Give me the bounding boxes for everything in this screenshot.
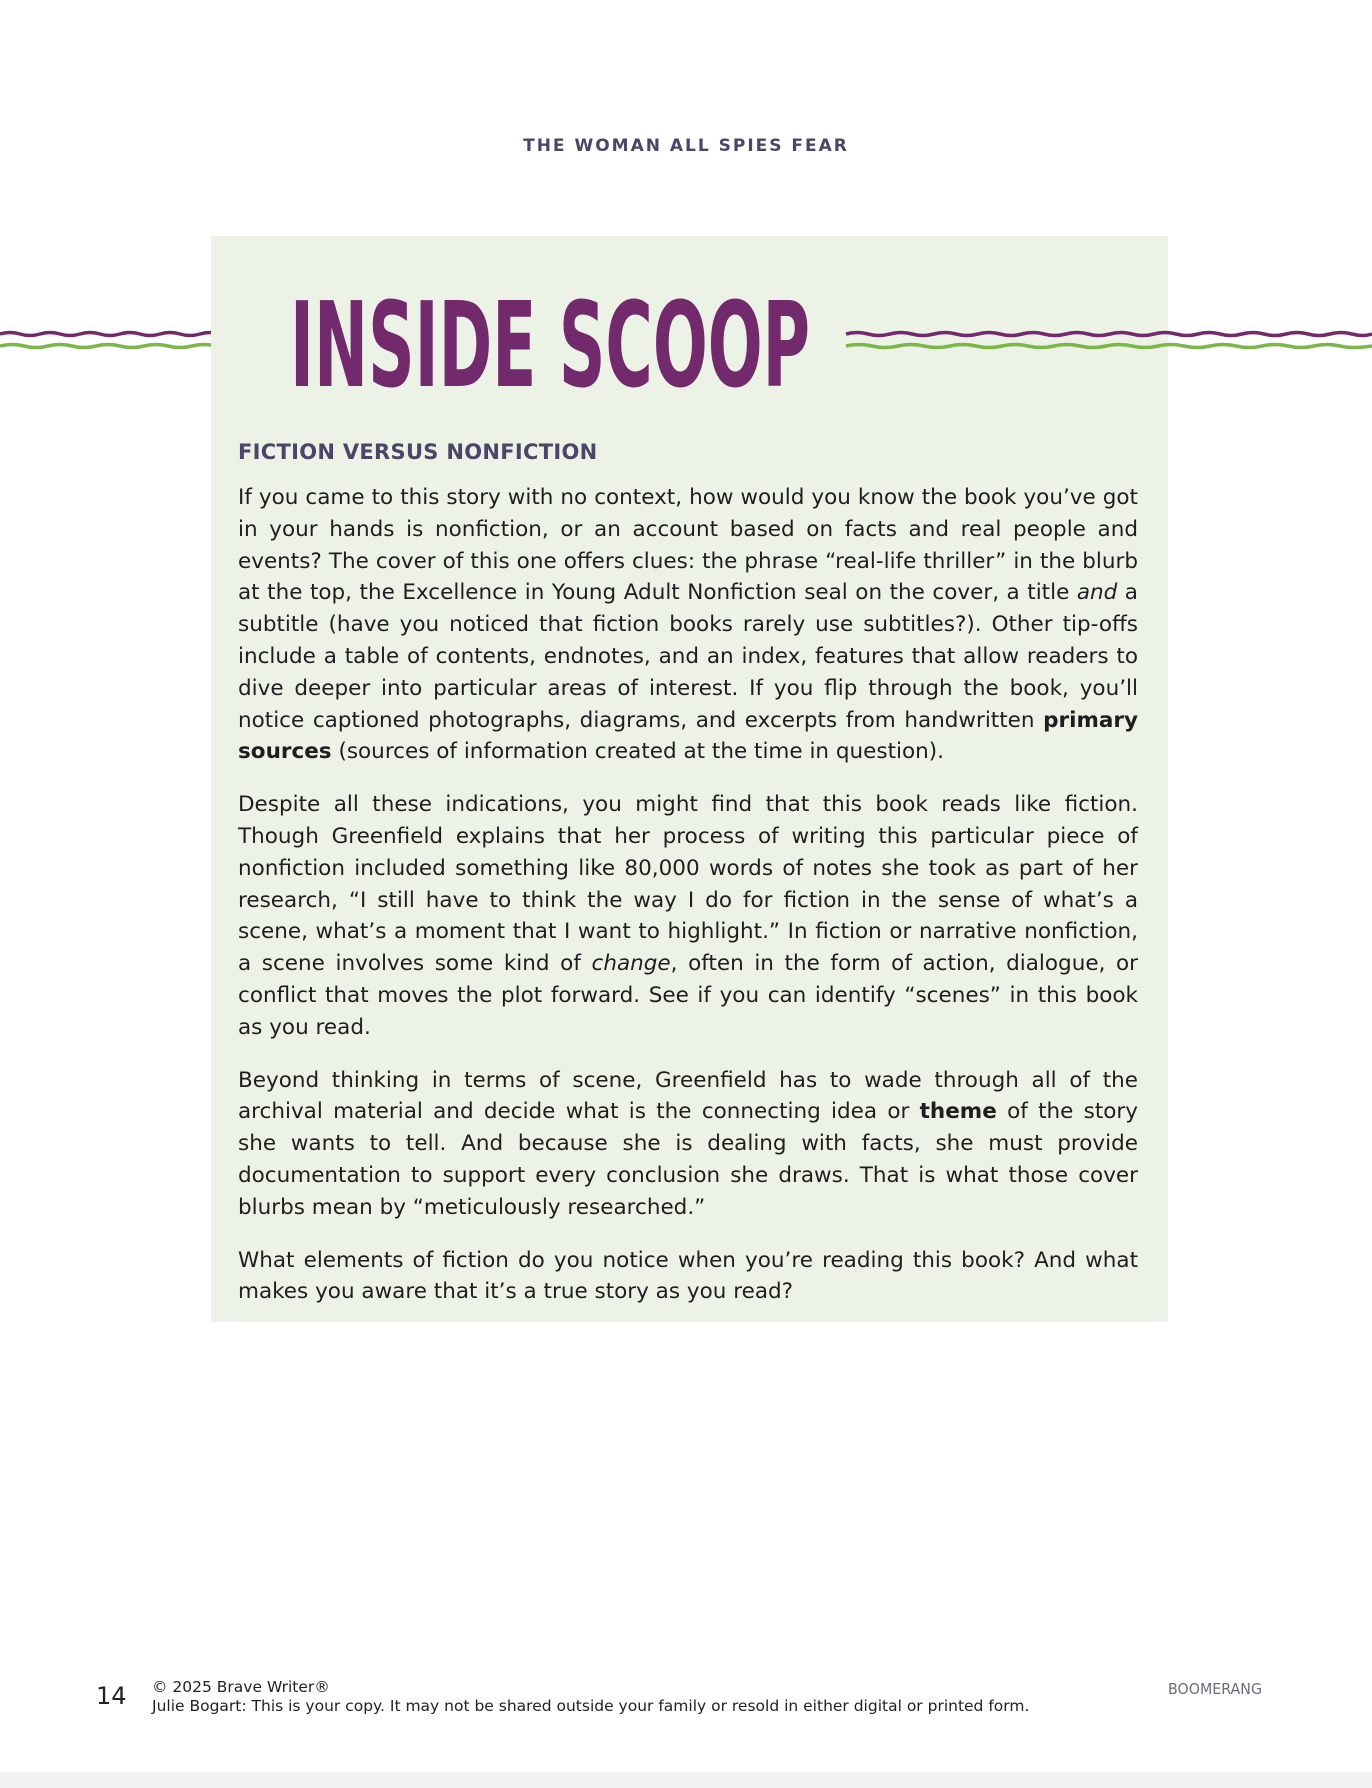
running-title: THE WOMAN ALL SPIES FEAR [523,136,849,156]
italic-text: and [1076,580,1118,606]
body-paragraph [238,482,1138,768]
text-run: Despite all these indications, you might find that this book reads like fiction. Though Greenfield explains that her process of writing this particular piece of nonfiction included something like 80,000 words of notes she took as part of her research, “I still have to think the way I do for fiction in the sense of what’s a scene, what’s a moment that I want to highlight.” In fiction or narrative nonfiction, a scene involves some kind of [238,792,1138,977]
inside-scoop-banner [290,268,830,414]
text-run: of the story she wants to tell. And because she is dealing with facts, she must provide documentation to support every conclusion she draws. That is what those cover blurbs mean by “meticulously researched.” [238,1099,1139,1220]
bold-term: theme [919,1099,997,1125]
right-wavy-rule [846,326,1372,354]
footer-notice [152,1678,1029,1716]
copyright-line: © 2025 Brave Writer® [152,1678,330,1696]
text-run: What elements of fiction do you notice when you’re reading this book? And what makes you aware that it’s a true story as you read? [238,1247,1138,1305]
license-line: Julie Bogart: This is your copy. It may not be shared outside your family or resold in either digital or printed form. [152,1697,1030,1715]
text-run: (sources of information created at the time in question). [331,739,944,765]
page-bottom-strip [0,1772,1372,1788]
body-text [238,482,1138,1308]
body-paragraph [238,1065,1138,1224]
inside-scoop-title: INSIDE SCOOP [290,276,810,414]
text-run: , often in the form of action, dialogue, or conflict that moves the plot forward. See if you can identify “scenes” in this book as you read. [238,951,1139,1040]
page-number: 14 [96,1682,127,1710]
body-paragraph [238,789,1138,1043]
section-heading: FICTION VERSUS NONFICTION [238,440,598,464]
callout-content [238,440,1138,1329]
body-paragraph [238,1245,1138,1309]
boomerang-logo [1168,1676,1264,1700]
text-run: If you came to this story with no context, how would you know the book you’ve got in your hands is nonfiction, or an account based on facts and real people and events? The cover of this one offers clues: the phrase “real-life thriller” in the blurb at the top, the Excellence in Young Adult Nonfiction seal on the cover, a title [238,485,1138,606]
text-run: a subtitle (have you noticed that fiction books rarely use subtitles?). Other tip-offs include a table of contents, endnotes, and an index, features that allow readers to dive deeper into particular areas of interest. If you flip through the book, you’ll notice captioned photographs, diagrams, and excerpts from handwritten [238,580,1138,733]
italic-text: change [591,951,671,977]
boomerang-logo-text: BOOMERANG [1168,1680,1262,1698]
text-run: Beyond thinking in terms of scene, Greenfield has to wade through all of the archival material and decide what is the connecting idea or [238,1067,1138,1125]
bold-term: primary sources [238,707,1138,765]
